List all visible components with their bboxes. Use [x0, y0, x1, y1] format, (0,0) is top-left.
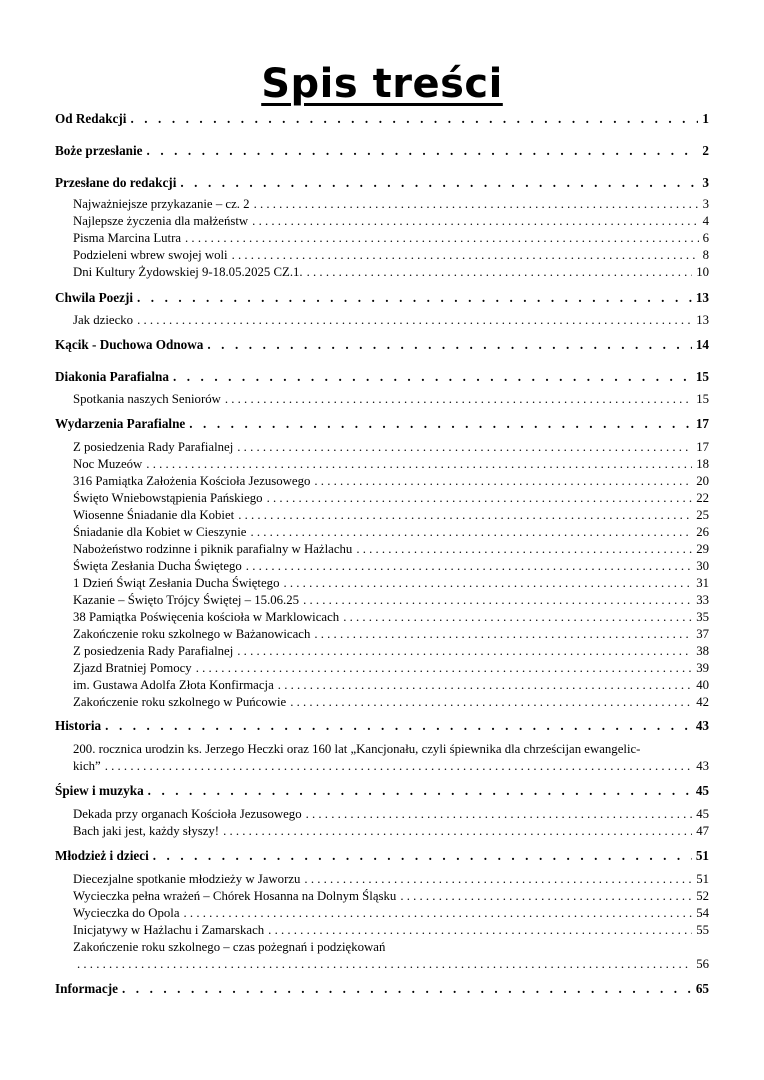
leader-dots: [237, 644, 692, 659]
toc-entry-title: Z posiedzenia Rady Parafialnej: [73, 644, 234, 658]
toc-page-number: 39: [696, 661, 709, 675]
toc-entry[interactable]: [73, 661, 709, 676]
toc-page-number: 10: [696, 265, 709, 279]
leader-dots: [137, 313, 692, 328]
toc-page-number: 1: [702, 111, 709, 126]
toc-entry-title: Święta Zesłania Ducha Świętego: [73, 559, 242, 573]
leader-dots: [105, 759, 692, 774]
toc-page-number: 52: [696, 889, 709, 903]
leader-dots: [400, 889, 692, 904]
toc-page-number: 51: [696, 872, 709, 886]
toc-entry[interactable]: [73, 542, 709, 557]
toc-section-title: Młodzież i dzieci: [55, 848, 149, 863]
toc-section[interactable]: [55, 111, 709, 127]
leader-dots: [278, 678, 692, 693]
toc-entry-title: 316 Pamiątka Założenia Kościoła Jezusowego: [73, 474, 311, 488]
toc-page-number: 8: [702, 248, 709, 262]
toc-entry-title: Z posiedzenia Rady Parafialnej: [73, 440, 234, 454]
toc-entry-title: 38 Pamiątka Poświęcenia kościoła w Marklowicach: [73, 610, 340, 624]
toc-entry-title: 1 Dzień Świąt Zesłania Ducha Świętego: [73, 576, 280, 590]
toc-entry[interactable]: [73, 576, 709, 591]
toc-page-number: 43: [696, 759, 709, 773]
toc-page-number: 17: [695, 416, 709, 431]
toc-page-number: 14: [695, 337, 709, 352]
leader-dots: [184, 906, 693, 921]
toc-entry-title: Najważniejsze przykazanie – cz. 2: [73, 197, 250, 211]
leader-dots: [283, 576, 692, 591]
toc-entry-title: Zakończenie roku szkolnego w Bażanowicach: [73, 627, 311, 641]
toc-entry-title: Kazanie – Święto Trójcy Świętej – 15.06.25: [73, 593, 300, 607]
leader-dots: [254, 197, 699, 212]
toc-entry[interactable]: [73, 265, 709, 280]
leader-dots: [130, 111, 698, 127]
toc-page-number: 30: [696, 559, 709, 573]
toc-section[interactable]: [55, 369, 709, 385]
toc-page-number: 15: [695, 369, 709, 384]
toc-section[interactable]: [55, 175, 709, 191]
toc-page-number: 25: [696, 508, 709, 522]
toc-page-number: 37: [696, 627, 709, 641]
leader-dots: [173, 369, 692, 385]
toc-page-number: 51: [695, 848, 709, 863]
page-title: Spis treści: [261, 61, 503, 107]
toc-page-number: 45: [696, 807, 709, 821]
toc-entry[interactable]: [73, 889, 709, 904]
toc-entry[interactable]: [73, 627, 709, 642]
leader-dots: [238, 508, 692, 523]
leader-dots: [246, 559, 692, 574]
toc-entry-title: im. Gustawa Adolfa Złota Konfirmacja: [73, 678, 274, 692]
toc-entry[interactable]: [73, 197, 709, 212]
toc-section[interactable]: [55, 783, 709, 799]
toc-page-number: 3: [702, 175, 709, 190]
toc-entry-title: Zjazd Bratniej Pomocy: [73, 661, 192, 675]
toc-entry[interactable]: [73, 593, 709, 608]
toc-page-number: 47: [696, 824, 709, 838]
leader-dots: [147, 143, 699, 159]
toc-entry[interactable]: [73, 610, 709, 625]
toc-entry-title: Święto Wniebowstąpienia Pańskiego: [73, 491, 263, 505]
toc-section-title: Diakonia Parafialna: [55, 369, 169, 384]
leader-dots: [148, 783, 692, 799]
leader-dots: [304, 872, 692, 887]
leader-dots: [185, 231, 699, 246]
leader-dots: [303, 593, 692, 608]
toc-entry-title: Pisma Marcina Lutra: [73, 231, 182, 245]
toc-section-title: Wydarzenia Parafialne: [55, 416, 186, 431]
toc-section[interactable]: [55, 718, 709, 734]
toc-page-number: 20: [696, 474, 709, 488]
toc-page-number: 3: [702, 197, 709, 211]
toc-section-title: Chwila Poezji: [55, 290, 134, 305]
toc-entry-title-line1[interactable]: 200. rocznica urodzin ks. Jerzego Heczki oraz 160 lat „Kancjonału, czyli śpiewnika dla chrześcijan ewangelic-: [73, 742, 641, 756]
toc-entry[interactable]: [73, 957, 709, 972]
toc-entry-title: Bach jaki jest, każdy słyszy!: [73, 824, 220, 838]
toc-entry[interactable]: [73, 906, 709, 921]
toc-page-number: 38: [696, 644, 709, 658]
toc-entry[interactable]: [73, 313, 709, 328]
toc-entry[interactable]: [73, 231, 709, 246]
leader-dots: [306, 807, 693, 822]
toc-entry[interactable]: [73, 248, 709, 263]
toc-entry[interactable]: [73, 559, 709, 574]
leader-dots: [137, 290, 692, 306]
toc-page-number: 26: [696, 525, 709, 539]
toc-page-number: 54: [696, 906, 709, 920]
toc-page-number: 13: [696, 313, 709, 327]
toc-page-number: 43: [695, 718, 709, 733]
toc-page-number: 6: [702, 231, 709, 245]
leader-dots: [207, 337, 691, 353]
leader-dots: [189, 416, 692, 432]
toc-section-title: Boże przesłanie: [55, 143, 143, 158]
toc-section[interactable]: [55, 337, 709, 353]
toc-section-title: Od Redakcji: [55, 111, 127, 126]
toc-section[interactable]: [55, 848, 709, 864]
toc-page-number: 42: [696, 695, 709, 709]
toc-entry[interactable]: [73, 474, 709, 489]
toc-page-number: 15: [696, 392, 709, 406]
toc-page-number: 17: [696, 440, 709, 454]
toc-entry-title: Śniadanie dla Kobiet w Cieszynie: [73, 525, 247, 539]
toc-page-number: 13: [695, 290, 709, 305]
toc-entry[interactable]: [73, 214, 709, 229]
toc-page-number: 56: [696, 957, 709, 971]
leader-dots: [290, 695, 692, 710]
leader-dots: [314, 627, 692, 642]
leader-dots: [237, 440, 692, 455]
toc-page-number: 22: [696, 491, 709, 505]
toc-entry-title: Zakończenie roku szkolnego w Puńcowie: [73, 695, 287, 709]
toc-page-number: 45: [695, 783, 709, 798]
leader-dots: [307, 265, 693, 280]
toc-entry-title: Nabożeństwo rodzinne i piknik parafialny w Hażlachu: [73, 542, 353, 556]
leader-dots: [153, 848, 692, 864]
toc-entry-title: Wycieczka pełna wrażeń – Chórek Hosanna na Dolnym Śląsku: [73, 889, 397, 903]
leader-dots: [250, 525, 692, 540]
leader-dots: [77, 957, 692, 972]
toc-entry-title: Wiosenne Śniadanie dla Kobiet: [73, 508, 235, 522]
toc-entry-title-line2: kich”: [73, 759, 101, 773]
leader-dots: [223, 824, 692, 839]
toc-section[interactable]: [55, 290, 709, 306]
toc-entry-title: Podzieleni wbrew swojej woli: [73, 248, 228, 262]
toc-section-title: Historia: [55, 718, 102, 733]
toc-section-title: Informacje: [55, 981, 118, 996]
toc-section[interactable]: [55, 981, 709, 997]
toc-entry[interactable]: [73, 644, 709, 659]
toc-section[interactable]: [55, 416, 709, 432]
toc-page-number: 65: [695, 981, 709, 996]
toc-entry[interactable]: [73, 872, 709, 887]
toc-section[interactable]: [55, 143, 709, 159]
leader-dots: [252, 214, 698, 229]
toc-entry[interactable]: [73, 807, 709, 822]
toc-entry[interactable]: [73, 695, 709, 710]
toc-entry[interactable]: [73, 457, 709, 472]
toc-section-title: Przesłane do redakcji: [55, 175, 177, 190]
leader-dots: [146, 457, 692, 472]
leader-dots: [268, 923, 692, 938]
toc-entry-title: Diecezjalne spotkanie młodzieży w Jaworzu: [73, 872, 301, 886]
toc-page-number: 35: [696, 610, 709, 624]
toc-entry[interactable]: [73, 508, 709, 523]
leader-dots: [122, 981, 692, 997]
toc-entry-title: Jak dziecko: [73, 313, 134, 327]
toc-page-number: 18: [696, 457, 709, 471]
toc-entry[interactable]: [73, 923, 709, 938]
leader-dots: [232, 248, 699, 263]
toc-entry[interactable]: [73, 678, 709, 693]
toc-entry-title: Spotkania naszych Seniorów: [73, 392, 221, 406]
leader-dots: [180, 175, 698, 191]
toc-entry-title: Dekada przy organach Kościoła Jezusowego: [73, 807, 302, 821]
toc-entry-title-line1[interactable]: Zakończenie roku szkolnego – czas pożegnań i podziękowań: [73, 940, 386, 954]
toc-section-title: Kącik - Duchowa Odnowa: [55, 337, 204, 352]
toc-page-number: 31: [696, 576, 709, 590]
toc-page-number: 4: [702, 214, 709, 228]
toc-entry-title: Wycieczka do Opola: [73, 906, 180, 920]
toc-page-number: 40: [696, 678, 709, 692]
leader-dots: [225, 392, 692, 407]
leader-dots: [196, 661, 693, 676]
toc-entry[interactable]: [73, 824, 709, 839]
toc-entry-title: Inicjatywy w Hażlachu i Zamarskach: [73, 923, 265, 937]
toc-page-number: 2: [702, 143, 709, 158]
leader-dots: [314, 474, 692, 489]
toc-entry-title: Dni Kultury Żydowskiej 9-18.05.2025 CZ.1.: [73, 265, 303, 279]
leader-dots: [267, 491, 693, 506]
leader-dots: [105, 718, 692, 734]
toc-entry[interactable]: [73, 759, 709, 774]
toc-entry[interactable]: [73, 491, 709, 506]
toc-entry[interactable]: [73, 440, 709, 455]
toc-entry[interactable]: [73, 525, 709, 540]
leader-dots: [356, 542, 692, 557]
toc-page-number: 55: [696, 923, 709, 937]
toc-entry-title: Najlepsze życzenia dla małżeństw: [73, 214, 249, 228]
toc-section-title: Śpiew i muzyka: [55, 783, 144, 798]
toc-entry[interactable]: [73, 392, 709, 407]
leader-dots: [343, 610, 692, 625]
toc-page-number: 29: [696, 542, 709, 556]
toc-entry-title: Noc Muzeów: [73, 457, 143, 471]
toc-page-number: 33: [696, 593, 709, 607]
